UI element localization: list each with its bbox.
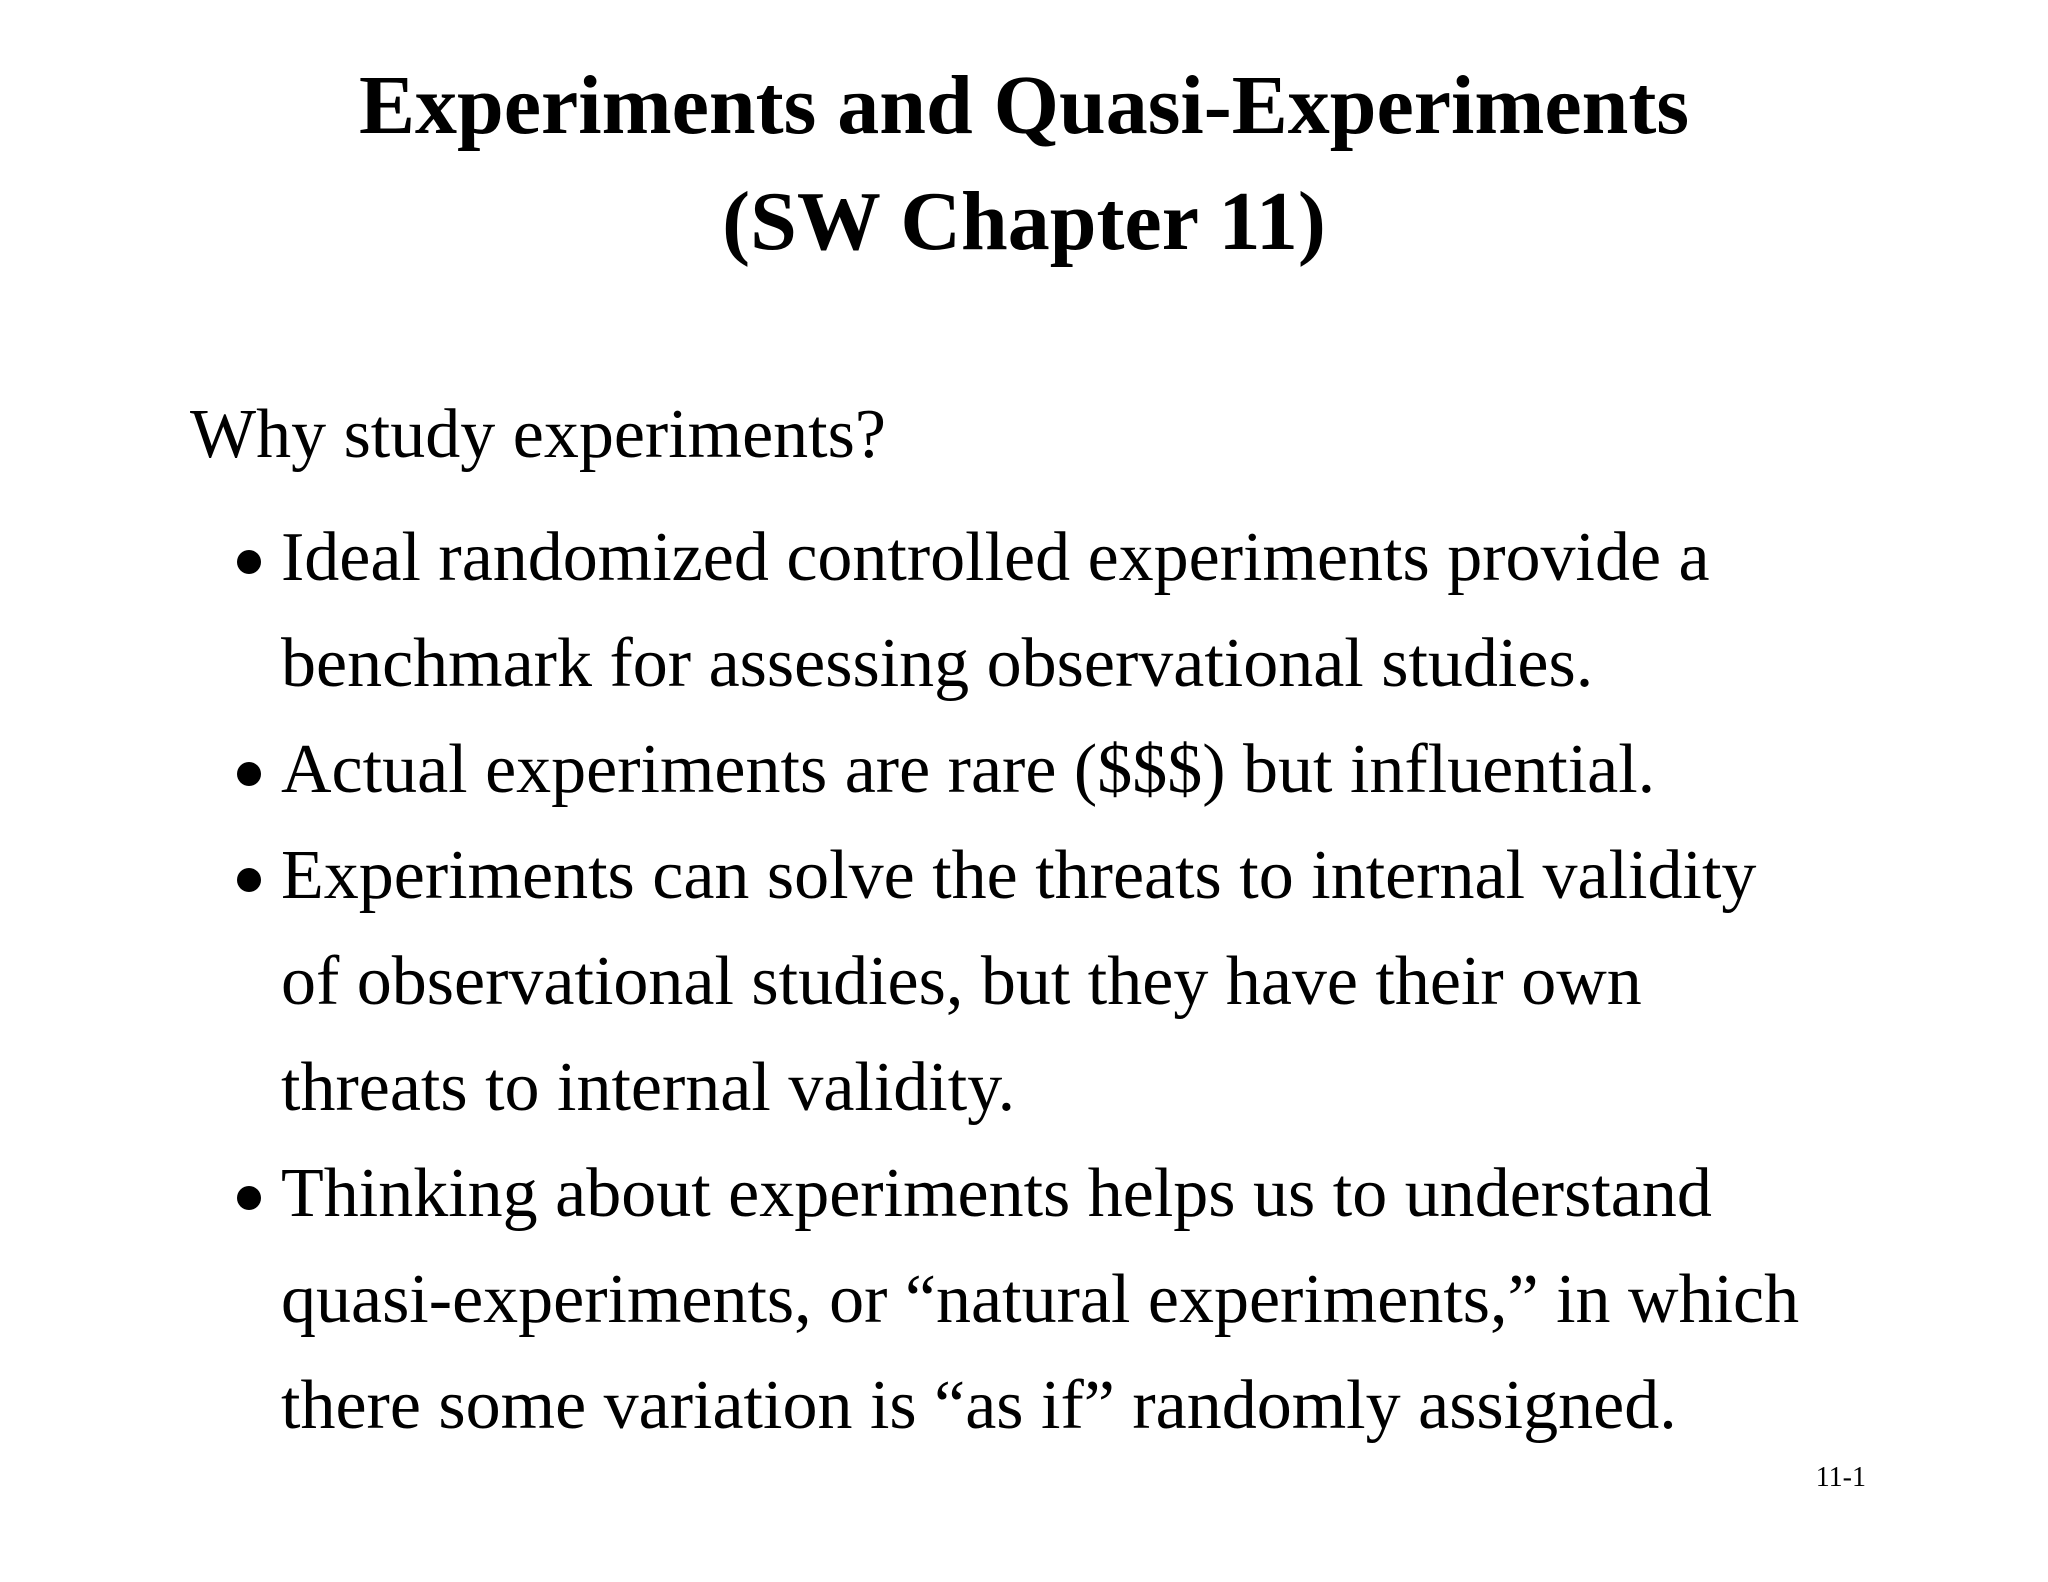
bullet-icon <box>230 1141 281 1247</box>
slide-title <box>0 48 2048 280</box>
bullet-item-rare-experiments <box>230 717 1910 823</box>
bullet-icon <box>230 717 281 823</box>
bullet-item-benchmark <box>230 505 1910 717</box>
bullet-list <box>230 505 1910 1459</box>
bullet-line: benchmark for assessing observational studies. <box>281 625 1594 702</box>
page-number: 11-1 <box>1815 1462 1866 1493</box>
bullet-line: there some variation is “as if” randomly assigned. <box>281 1367 1677 1444</box>
bullet-item-quasi-experiments <box>230 1141 1910 1459</box>
bullet-line: Experiments can solve the threats to internal validity <box>281 837 1757 914</box>
bullet-line: Actual experiments are rare ($$$) but influential. <box>281 731 1656 808</box>
bullet-icon <box>230 505 281 611</box>
bullet-line: of observational studies, but they have their own <box>281 943 1642 1020</box>
bullet-icon <box>230 823 281 929</box>
bullet-line: quasi-experiments, or “natural experiments,” in which <box>281 1261 1800 1338</box>
bullet-item-internal-validity <box>230 823 1910 1141</box>
slide-title-line-2: (SW Chapter 11) <box>722 175 1326 268</box>
bullet-line: Thinking about experiments helps us to understand <box>281 1155 1712 1232</box>
bullet-line: Ideal randomized controlled experiments provide a <box>281 519 1710 596</box>
bullet-line: threats to internal validity. <box>281 1049 1016 1126</box>
intro-question: Why study experiments? <box>190 396 886 473</box>
slide-title-line-1: Experiments and Quasi-Experiments <box>358 59 1690 152</box>
